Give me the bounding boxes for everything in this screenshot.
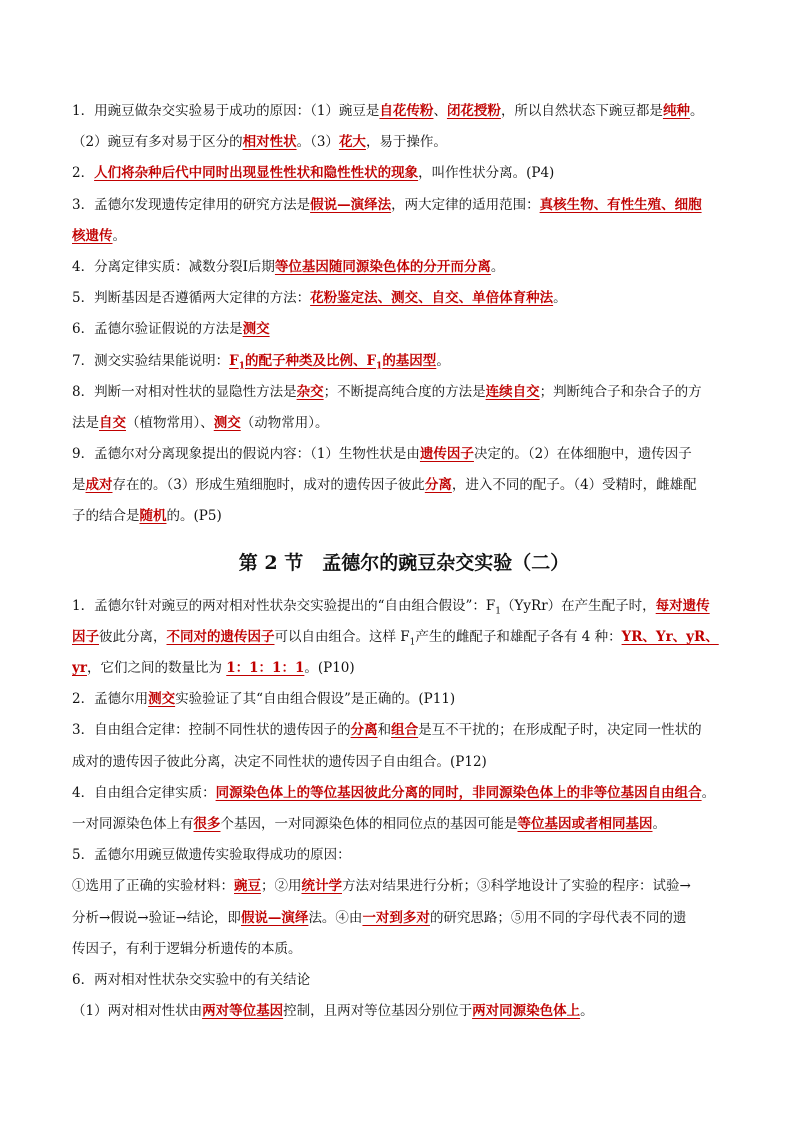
- subscript: 1: [409, 637, 416, 648]
- text: 彼此分离，: [99, 628, 167, 645]
- section-title: 第 2 节 孟德尔的豌豆杂交实验（二）: [238, 551, 570, 574]
- s2-line-6: [72, 747, 736, 778]
- answer: 随机: [139, 508, 167, 525]
- answer: 人们将杂种后代中同时出现显性性状和隐性性状的现象: [94, 165, 419, 182]
- s2-line-9: [72, 840, 736, 871]
- answer: 闭花授粉: [446, 103, 501, 119]
- answer: 等位基因或者相同基因: [517, 815, 653, 832]
- text: 法是: [72, 414, 99, 431]
- text: 法。④由: [308, 909, 363, 926]
- s2-line-13: [72, 965, 736, 996]
- document-page: [72, 96, 736, 1027]
- answer: 1：1：1：1: [226, 660, 305, 676]
- text: 可以自由组合。这样 F: [274, 628, 410, 645]
- text: ，它们之间的数量比为: [86, 660, 227, 676]
- text: 的配子种类及比例、F: [244, 352, 377, 369]
- text: （2）豌豆有多对易于区分的: [72, 134, 243, 151]
- answer: 很多: [193, 815, 221, 832]
- answer: 花大: [338, 134, 366, 151]
- answer: 遗传因子: [419, 446, 474, 463]
- answer: 豌豆: [234, 878, 261, 895]
- text: 子的结合是: [72, 508, 140, 525]
- text: 。（3）: [296, 134, 339, 151]
- subscript: 1: [376, 361, 383, 372]
- text: （1）两对相对性状由: [72, 1003, 203, 1020]
- text: F: [229, 352, 239, 369]
- text: 和: [377, 722, 392, 739]
- s1-line-8: [72, 314, 736, 345]
- text: 。(P10): [304, 660, 355, 676]
- s2-line-12: [72, 934, 736, 965]
- text: 4．自由组合定律实质：: [72, 784, 216, 801]
- subscript: 1: [495, 606, 501, 617]
- text: （动物常用）。: [240, 414, 329, 431]
- text: （YyRr）在产生配子时，: [501, 597, 656, 614]
- text: 。: [112, 227, 126, 244]
- answer: 假说—演绎: [240, 909, 309, 926]
- text: 2．: [72, 165, 95, 182]
- s1-line-11: [72, 408, 736, 439]
- text: 决定的。（2）在体细胞中，遗传因子: [473, 446, 692, 463]
- text: （植物常用）、: [126, 414, 214, 431]
- s1-line-10: [72, 377, 736, 408]
- s1-line-3: [72, 158, 736, 189]
- text: 个基因，一对同源染色体的相同位点的基因可能是: [220, 815, 518, 832]
- text: 一对同源染色体上有: [72, 815, 194, 832]
- answer: 测交: [148, 691, 176, 708]
- text: 。: [652, 815, 666, 832]
- s2-line-3: [72, 653, 736, 684]
- s1-line-1: [72, 96, 736, 127]
- text: 是互不干扰的；在形成配子时，决定同一性状的: [418, 722, 702, 739]
- answer: 假说—演绎法: [310, 196, 392, 213]
- answer: 测交: [213, 414, 241, 431]
- answer: 杂交: [296, 383, 324, 400]
- s2-line-11: [72, 903, 736, 934]
- text: 1．用豌豆做杂交实验易于成功的原因：（1）豌豆是: [72, 103, 380, 119]
- text: 8．判断一对相对性状的显隐性方法是: [72, 383, 297, 400]
- text: 存在的。（3）形成生殖细胞时，成对的遗传因子彼此: [112, 477, 425, 494]
- text: ；②用: [261, 878, 302, 895]
- s2-line-4: [72, 684, 736, 715]
- subscript: 1: [238, 361, 245, 372]
- answer: 成对: [85, 477, 113, 494]
- text: 实验验证了其“自由组合假设”是正确的。(P11): [175, 691, 456, 708]
- text: 传因子，有利于逻辑分析遗传的本质。: [72, 940, 302, 957]
- answer: YR、Yr、yR、: [621, 628, 719, 645]
- answer: 统计学: [301, 878, 342, 895]
- s1-line-4: [72, 190, 736, 221]
- s2-line-14: [72, 996, 736, 1027]
- answer: 分离: [424, 477, 452, 494]
- text: 3．自由组合定律：控制不同性状的遗传因子的: [72, 722, 351, 739]
- text: 分析→假说→验证→结论，即: [72, 909, 241, 926]
- text: ；不断提高纯合度的方法是: [323, 383, 486, 400]
- s2-line-5: [72, 715, 736, 746]
- s2-line-7: [72, 778, 736, 809]
- text: 1．孟德尔针对豌豆的两对相对性状杂交实验提出的“自由组合假设”：F: [72, 597, 496, 614]
- text: 。: [689, 103, 704, 119]
- s1-line-6: [72, 252, 736, 283]
- text: 的。(P5): [166, 508, 222, 525]
- s2-line-8: [72, 809, 736, 840]
- s1-line-13: [72, 470, 736, 501]
- text: 控制，且两对等位基因分别位于: [283, 1003, 473, 1020]
- answer: 组合: [391, 722, 419, 739]
- text: 的研究思路；⑤用不同的字母代表不同的遗: [429, 909, 687, 926]
- s2-line-10: [72, 871, 736, 902]
- answer: 花粉鉴定法、测交、自交、单倍体育种法: [310, 290, 554, 307]
- text: ；判断纯合子和杂合子的方: [539, 383, 702, 400]
- s1-line-5: [72, 221, 736, 252]
- s1-line-7: [72, 283, 736, 314]
- text: 方法对结果进行分析；③科学地设计了实验的程序：试验→: [342, 878, 691, 895]
- answer: 因子: [72, 628, 99, 645]
- s2-line-1: [72, 591, 736, 622]
- text: 7．测交实验结果能说明：: [72, 352, 230, 369]
- text: 9．孟德尔对分离现象提出的假说内容：（1）生物性状是由: [72, 446, 420, 463]
- text: 成对的遗传因子彼此分离，决定不同性状的遗传因子自由组合。(P12): [72, 753, 487, 770]
- text: 6．孟德尔验证假说的方法是: [72, 321, 243, 338]
- text: ，叫作性状分离。(P4): [418, 165, 555, 182]
- text: ，易于操作。: [365, 134, 447, 151]
- answer: 两对等位基因: [202, 1003, 284, 1020]
- s1-line-2: [72, 127, 736, 158]
- answer: 两对同源染色体上: [472, 1003, 581, 1020]
- answer: 等位基因随同源染色体的分开而分离: [274, 258, 491, 275]
- text: ，进入不同的配子。（4）受精时，雌雄配: [451, 477, 697, 494]
- text: 6．两对相对性状杂交实验中的有关结论: [72, 971, 311, 988]
- answer: [229, 352, 437, 372]
- text: 4．分离定律实质：减数分裂Ⅰ后期: [72, 258, 275, 275]
- answer: 每对遗传: [655, 597, 710, 614]
- answer: 相对性状: [242, 134, 297, 151]
- answer: 自花传粉: [379, 103, 434, 119]
- s1-line-14: [72, 501, 736, 532]
- text: 5．孟德尔用豌豆做遗传实验取得成功的原因：: [72, 847, 351, 864]
- text: 的基因型: [382, 352, 437, 369]
- answer: 一对到多对: [362, 909, 430, 926]
- answer: 测交: [242, 321, 270, 338]
- text: 。: [553, 290, 567, 307]
- text: 、: [433, 103, 447, 119]
- s1-line-12: [72, 439, 736, 470]
- text: 。: [580, 1003, 594, 1020]
- answer: 不同对的遗传因子: [166, 628, 275, 645]
- s2-line-2: [72, 622, 736, 653]
- text: 3．孟德尔发现遗传定律用的研究方法是: [72, 196, 311, 213]
- answer: 纯种: [662, 103, 690, 119]
- text: ①选用了正确的实验材料：: [72, 878, 234, 895]
- answer: 真核生物、有性生殖、细胞: [539, 196, 702, 213]
- text: 5．判断基因是否遵循两大定律的方法：: [72, 290, 311, 307]
- text: 。: [436, 352, 450, 369]
- answer: 同源染色体上的等位基因彼此分离的同时，非同源染色体上的非等位基因自由组合: [215, 784, 702, 801]
- text: 是: [72, 477, 86, 494]
- answer: 核遗传: [72, 227, 113, 244]
- answer: 自交: [99, 414, 126, 431]
- answer: 分离: [350, 722, 378, 739]
- answer: yr: [72, 660, 87, 676]
- text: 。: [490, 258, 505, 275]
- answer: 连续自交: [485, 383, 540, 400]
- s1-line-9: [72, 346, 736, 377]
- text: ，两大定律的适用范围：: [391, 196, 540, 213]
- text: 产生的雌配子和雄配子各有 4 种：: [415, 628, 622, 645]
- text: 。: [701, 784, 716, 801]
- text: 2．孟德尔用: [72, 691, 149, 708]
- text: ，所以自然状态下豌豆都是: [500, 103, 663, 119]
